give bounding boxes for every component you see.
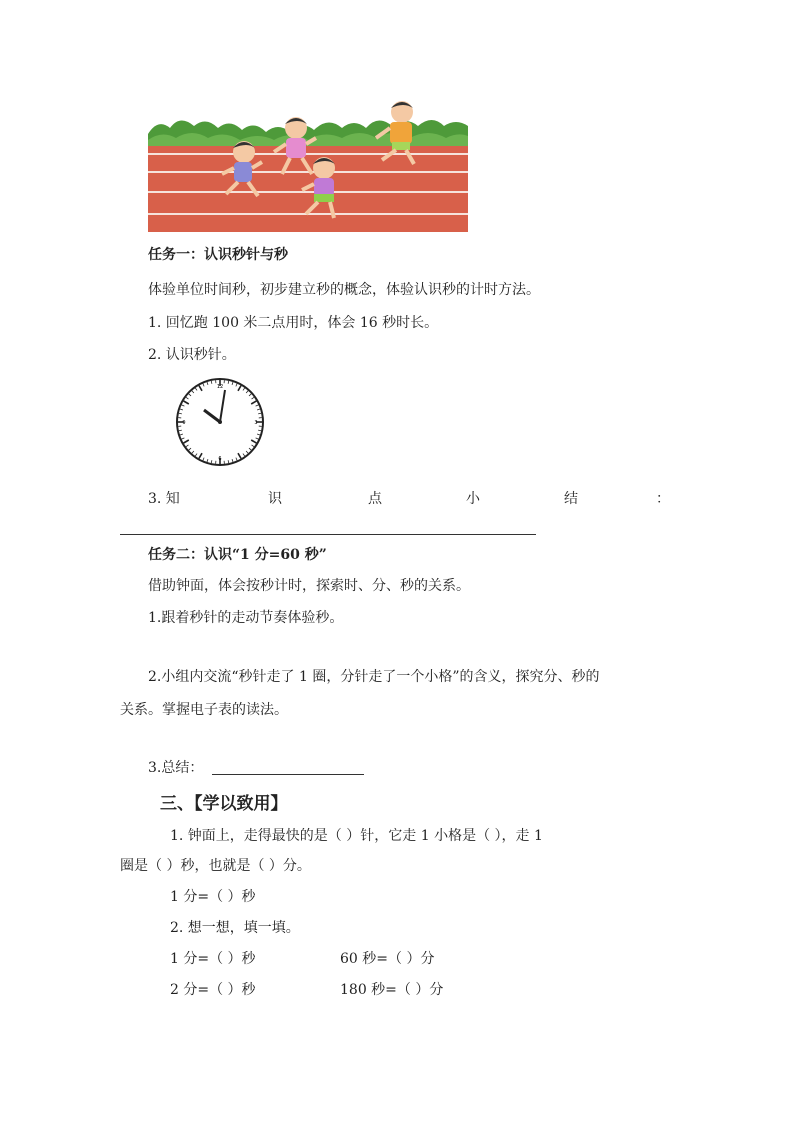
task2-intro: 借助钟面，体会按秒计时，探索时、分、秒的关系。	[148, 578, 470, 594]
q1-line2: 圈是（ ）秒，也就是（ ）分。	[120, 858, 311, 874]
task2-item2-line1: 2.小组内交流“秒针走了 1 圈，分针走了一个小格”的含义，探究分、秒的	[148, 669, 600, 685]
item3-char-0: 3. 知	[148, 491, 180, 507]
item3-char-1: 识	[268, 491, 282, 507]
clock-number-3: 3	[254, 420, 258, 426]
task2-title: 任务二：认识“1 分=60 秒”	[148, 547, 327, 563]
q1-line1: 1. 钟面上，走得最快的是（ ）针，它走 1 小格是（ ），走 1	[170, 828, 543, 844]
q2-title: 2. 想一想，填一填。	[170, 920, 300, 936]
summary-blank-line	[120, 534, 536, 535]
task1-intro: 体验单位时间秒，初步建立秒的概念，体验认识秒的计时方法。	[148, 282, 540, 298]
q2-item-b: 60 秒=（ ）分	[340, 951, 435, 967]
clock-face	[174, 376, 266, 468]
clock-number-6: 6	[218, 456, 222, 462]
item3-char-3: 小	[466, 491, 480, 507]
running-children-illustration	[148, 96, 468, 232]
item3-char-5: ：	[656, 491, 670, 507]
q1-line3: 1 分=（ ）秒	[170, 889, 256, 905]
task2-summary-blank	[212, 774, 364, 775]
item3-char-2: 点	[368, 491, 382, 507]
clock-number-12: 12	[216, 384, 224, 390]
task1-item2: 2. 认识秒针。	[148, 347, 236, 363]
clock-number-9: 9	[182, 420, 186, 426]
task2-item3-label: 3.总结：	[148, 760, 204, 776]
q2-item-a: 1 分=（ ）秒	[170, 951, 256, 967]
q2-item-d: 180 秒=（ ）分	[340, 982, 444, 998]
task1-title: 任务一：认识秒针与秒	[148, 247, 288, 263]
section3-title: 三、【学以致用】	[160, 794, 288, 814]
task2-item2-line2: 关系。掌握电子表的读法。	[120, 702, 288, 718]
task2-item1: 1.跟着秒针的走动节奏体验秒。	[148, 610, 344, 626]
item3-char-4: 结	[564, 491, 578, 507]
task1-item1: 1. 回忆跑 100 米二点用时，体会 16 秒时长。	[148, 315, 439, 331]
q2-item-c: 2 分=（ ）秒	[170, 982, 256, 998]
task2-item3	[148, 758, 203, 778]
